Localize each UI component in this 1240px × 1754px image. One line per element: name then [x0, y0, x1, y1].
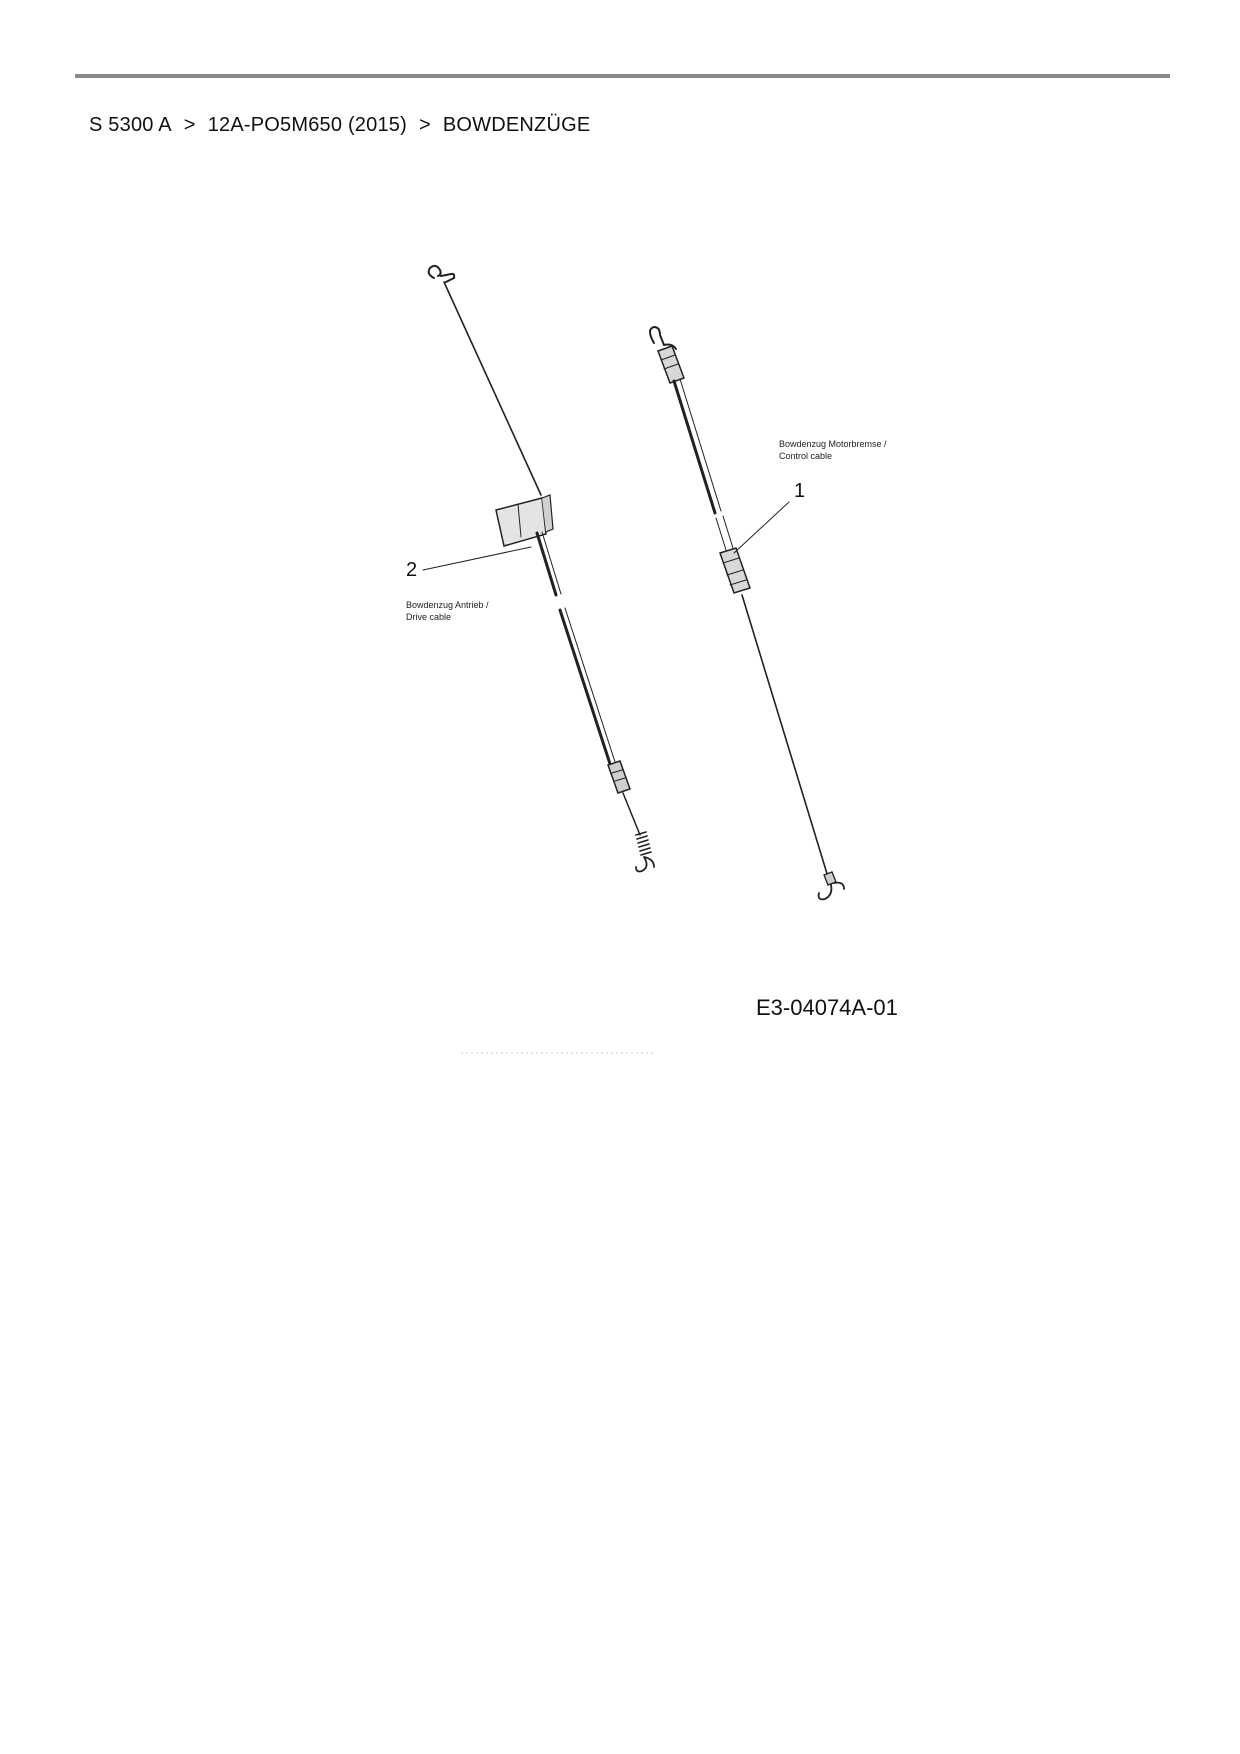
header-rule	[75, 74, 1170, 78]
part-2-label-en: Drive cable	[406, 612, 452, 622]
drive-cable-drawing	[423, 266, 654, 872]
parts-diagram	[286, 155, 956, 1095]
part-1-label-de: Bowdenzug Motorbremse /	[779, 439, 887, 449]
control-cable-drawing	[650, 327, 844, 899]
breadcrumb-separator: >	[183, 114, 196, 136]
breadcrumb	[89, 114, 590, 137]
drawing-id: E3-04074A-01	[756, 995, 898, 1020]
part-1-number: 1	[794, 480, 806, 502]
breadcrumb-variant[interactable]: 12A-PO5M650 (2015)	[207, 114, 407, 136]
breadcrumb-model[interactable]: S 5300 A	[89, 114, 172, 136]
cable-diagram-svg	[286, 155, 956, 1095]
part-1-label-en: Control cable	[779, 451, 833, 461]
part-2-label-de: Bowdenzug Antrieb /	[406, 600, 489, 610]
breadcrumb-section: BOWDENZÜGE	[442, 114, 591, 136]
part-2-number: 2	[406, 559, 418, 581]
breadcrumb-separator: >	[418, 114, 431, 136]
